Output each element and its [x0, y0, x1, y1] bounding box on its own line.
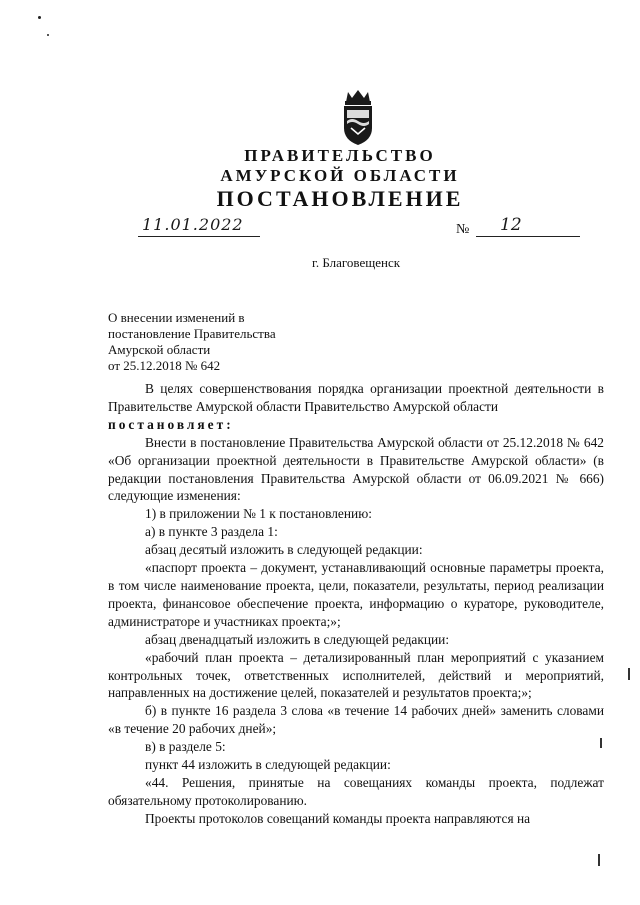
body-paragraph: абзац десятый изложить в следующей редакции:: [145, 542, 423, 558]
document-body: [108, 380, 604, 828]
coat-of-arms-emblem: [340, 88, 376, 146]
number-label: №: [456, 222, 470, 237]
body-paragraph: 1) в приложении № 1 к постановлению:: [145, 506, 372, 522]
scan-margin-mark: [600, 738, 602, 748]
body-paragraph: Внести в постановление Правительства Амурской области от 25.12.2018 № 642 «Об организации проектной деятельности в Правительстве Амурской области» (в редакции постановления Правительства Амурской области от 06.09.2021 № 666) следующие изменения:: [108, 434, 604, 504]
document-type-title: ПОСТАНОВЛЕНИЕ: [216, 186, 464, 211]
subject-line: от 25.12.2018 № 642: [108, 358, 221, 373]
body-paragraph: абзац двенадцатый изложить в следующей редакции:: [145, 631, 450, 647]
decree-word: постановляет:: [108, 416, 234, 432]
body-paragraph: «рабочий план проекта – детализированный план мероприятий с указанием контрольных точек, ответственных исполнителей, действий и мероприятий, направленных на достижение целей, показателей и результатов проекта;»;: [108, 649, 604, 701]
body-paragraph: а) в пункте 3 раздела 1:: [145, 524, 278, 540]
document-date: 11.01.2022: [142, 215, 244, 234]
subject-line: Амурской области: [108, 342, 211, 357]
region-title: АМУРСКОЙ ОБЛАСТИ: [220, 166, 460, 185]
body-paragraph: б) в пункте 16 раздела 3 слова «в течение 14 рабочих дней» заменить словами «в течение 20 рабочих дней»;: [108, 703, 604, 737]
scan-speck: [38, 16, 41, 19]
city: г. Благовещенск: [312, 255, 401, 270]
preamble-paragraph: В целях совершенствования порядка организации проектной деятельности в Правительстве Амурской области Правительство Амурской области: [108, 381, 604, 414]
document-number: 12: [500, 215, 522, 235]
scan-margin-mark: [598, 854, 600, 866]
document-subject: [108, 310, 276, 374]
body-paragraph: «44. Решения, принятые на совещаниях команды проекта, подлежат обязательному протоколированию.: [108, 774, 604, 808]
body-paragraph: в) в разделе 5:: [145, 739, 226, 755]
body-paragraph: пункт 44 изложить в следующей редакции:: [145, 757, 391, 773]
subject-line: постановление Правительства: [108, 326, 276, 341]
body-paragraph: Проекты протоколов совещаний команды проекта направляются на: [145, 810, 531, 826]
number-underline: [476, 222, 580, 237]
scan-speck: [47, 34, 49, 36]
subject-line: О внесении изменений в: [108, 310, 245, 325]
body-paragraph: «паспорт проекта – документ, устанавливающий основные параметры проекта, в том числе наименование проекта, цели, показатели, результаты, период реализации проекта, финансовое обеспечение проекта, информацию о кураторе, руководителе, администраторе и участниках проекта;»;: [108, 560, 604, 629]
government-title: ПРАВИТЕЛЬСТВО: [244, 146, 436, 165]
scan-margin-mark: [628, 668, 630, 680]
